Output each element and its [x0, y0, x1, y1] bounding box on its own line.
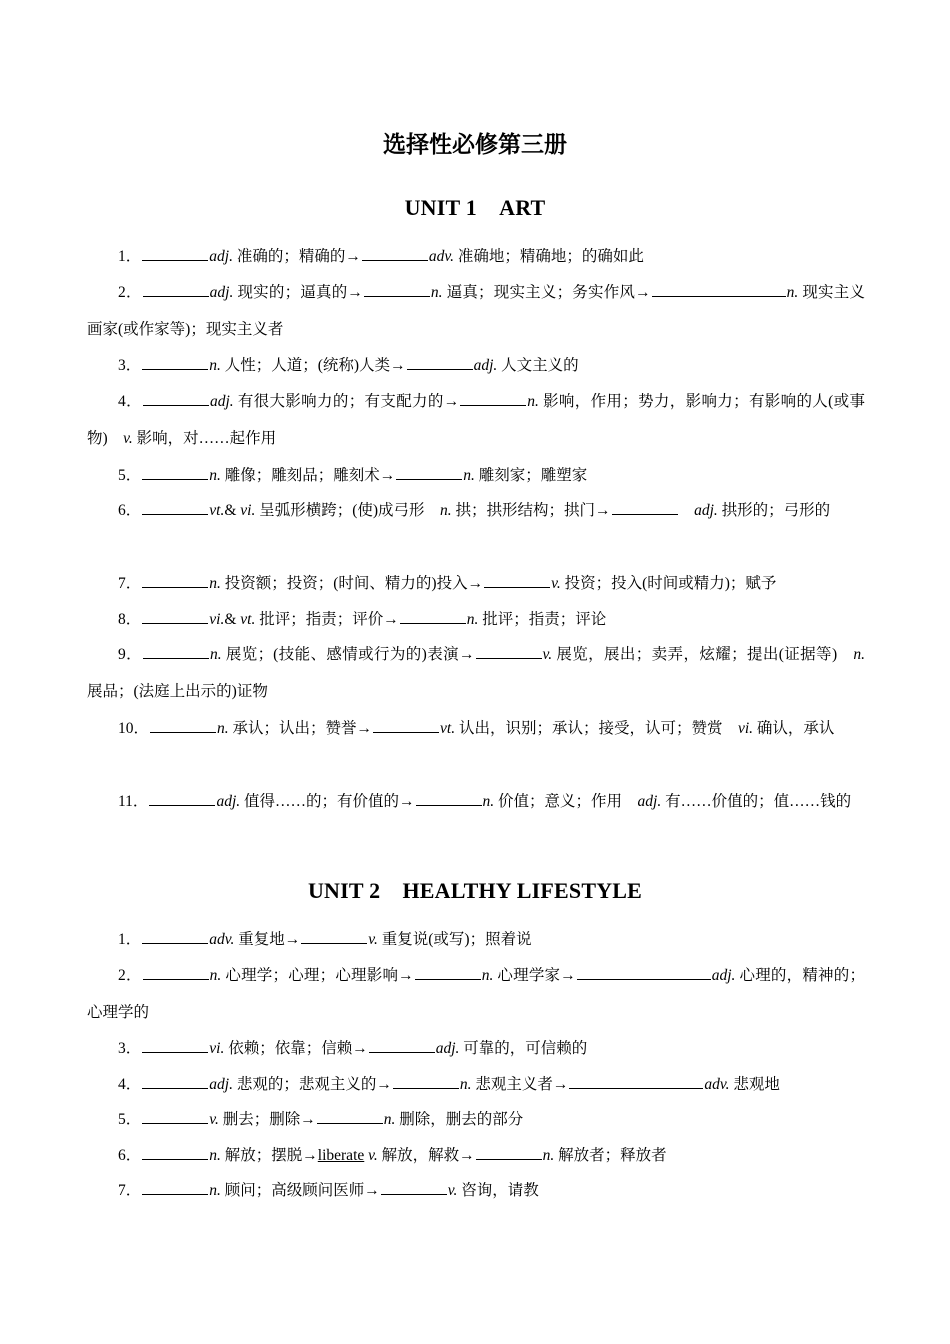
answer-blank[interactable] — [142, 243, 208, 261]
unit-heading: UNIT 2 HEALTHY LIFESTYLE — [307, 878, 643, 903]
answer-blank[interactable] — [569, 1071, 703, 1089]
vocab-entry: 3． n. 人性；人道；(统称)人类→ adj. 人文主义的 — [87, 347, 865, 384]
vocab-entry: 6． n. 解放；摆脱→liberate v. 解放，解救→ n. 解放者；释放者 — [87, 1137, 865, 1174]
answer-blank[interactable] — [142, 462, 208, 480]
answer-blank[interactable] — [317, 1106, 383, 1124]
answer-blank[interactable] — [484, 570, 550, 588]
vocab-entry: 11． adj. 值得……的；有价值的→ n. 价值；意义；作用 adj. 有……价值的；值……钱的 — [87, 783, 865, 820]
answer-blank[interactable] — [362, 243, 428, 261]
vocab-entry: 4． adj. 悲观的；悲观主义的→ n. 悲观主义者→ adv. 悲观地 — [87, 1066, 865, 1103]
vocab-entry: 1． adj. 准确的；精确的→ adv. 准确地；精确地；的确如此 — [87, 238, 865, 275]
answer-blank[interactable] — [301, 926, 367, 944]
answer-blank[interactable] — [150, 715, 216, 733]
answer-blank[interactable] — [476, 1142, 542, 1160]
answer-blank[interactable] — [149, 788, 215, 806]
answer-blank[interactable] — [415, 962, 481, 980]
answer-blank[interactable] — [142, 1142, 208, 1160]
answer-blank[interactable] — [577, 962, 711, 980]
answer-blank[interactable] — [143, 641, 209, 659]
answer-blank[interactable] — [652, 279, 786, 297]
vocab-entry: 3． vi. 依赖；依靠；信赖→ adj. 可靠的，可信赖的 — [87, 1030, 865, 1067]
answer-blank[interactable] — [142, 1177, 208, 1195]
vocab-entry: 7． n. 投资额；投资；(时间、精力的)投入→ v. 投资；投入(时间或精力)；赋予 — [87, 565, 865, 602]
answer-blank[interactable] — [393, 1071, 459, 1089]
vocab-entry: 4． adj. 有很大影响力的；有支配力的→ n. 影响，作用；势力，影响力；有影响的人(或事物) v. 影响，对……起作用 — [87, 383, 865, 457]
answer-blank[interactable] — [143, 279, 209, 297]
unit-heading: UNIT 1 ART — [404, 195, 546, 220]
vocab-entry: 2． n. 心理学；心理；心理影响→ n. 心理学家→ adj. 心理的，精神的；心理学的 — [87, 957, 865, 1031]
given-word: liberate — [317, 1147, 365, 1164]
answer-blank[interactable] — [364, 279, 430, 297]
vocab-entry: 9． n. 展览；(技能、感情或行为的)表演→ v. 展览，展出；卖弄，炫耀；提出(证据等) n. 展品；(法庭上出示的)证物 — [87, 636, 865, 710]
answer-blank[interactable] — [612, 497, 678, 515]
vocab-entry: 1． adv. 重复地→ v. 重复说(或写)；照着说 — [87, 921, 865, 958]
answer-blank[interactable] — [400, 606, 466, 624]
answer-blank[interactable] — [142, 497, 208, 515]
vocab-entry: 7． n. 顾问；高级顾问医师→ v. 咨询，请教 — [87, 1172, 865, 1209]
answer-blank[interactable] — [143, 962, 209, 980]
page-title: 选择性必修第三册 — [383, 132, 567, 157]
answer-blank[interactable] — [396, 462, 462, 480]
answer-blank[interactable] — [416, 788, 482, 806]
answer-blank[interactable] — [369, 1035, 435, 1053]
answer-blank[interactable] — [142, 606, 208, 624]
answer-blank[interactable] — [373, 715, 439, 733]
answer-blank[interactable] — [143, 388, 209, 406]
vocab-entry: 2． adj. 现实的；逼真的→ n. 逼真；现实主义；务实作风→ n. 现实主义画家(或作家等)；现实主义者 — [87, 274, 865, 348]
answer-blank[interactable] — [476, 641, 542, 659]
vocab-entry: 5． v. 删去；删除→ n. 删除，删去的部分 — [87, 1101, 865, 1138]
vocab-entry: 6． vt.& vi. 呈弧形横跨；(使)成弓形 n. 拱；拱形结构；拱门→ adj. 拱形的；弓形的 — [87, 492, 865, 529]
answer-blank[interactable] — [407, 352, 473, 370]
vocab-entry: 8． vi.& vt. 批评；指责；评价→ n. 批评；指责；评论 — [87, 601, 865, 638]
answer-blank[interactable] — [142, 352, 208, 370]
answer-blank[interactable] — [142, 1071, 208, 1089]
answer-blank[interactable] — [142, 1035, 208, 1053]
vocab-entry: 10． n. 承认；认出；赞誉→ vt. 认出，识别；承认；接受，认可；赞赏 vi. 确认，承认 — [87, 710, 865, 747]
answer-blank[interactable] — [142, 926, 208, 944]
answer-blank[interactable] — [142, 570, 208, 588]
answer-blank[interactable] — [142, 1106, 208, 1124]
vocab-entry: 5． n. 雕像；雕刻品；雕刻术→ n. 雕刻家；雕塑家 — [87, 457, 865, 494]
answer-blank[interactable] — [460, 388, 526, 406]
answer-blank[interactable] — [381, 1177, 447, 1195]
